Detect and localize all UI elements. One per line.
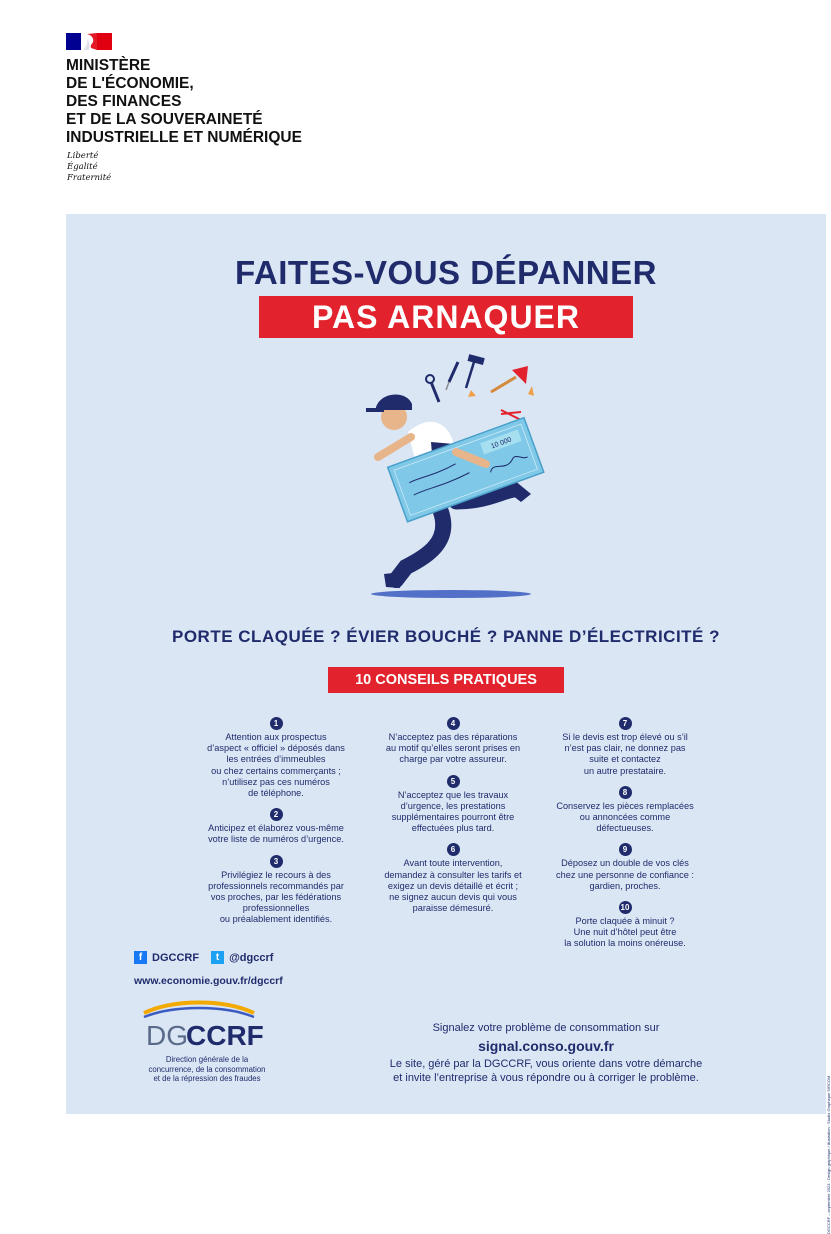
tip-item xyxy=(540,786,710,835)
tips-column-1 xyxy=(191,717,361,935)
tip-text: Si le devis est trop élevé ou s’il n’est pas clair, ne donnez pas suite et contactez un autre prestataire. xyxy=(562,732,688,776)
tip-item xyxy=(540,717,710,777)
report-site-link[interactable]: signal.conso.gouv.fr xyxy=(478,1038,614,1054)
poster-panel xyxy=(66,214,831,1234)
tip-item xyxy=(191,808,361,845)
ministry-line: INDUSTRIELLE ET NUMÉRIQUE xyxy=(66,129,302,146)
report-description: Le site, géré par la DGCCRF, vous oriente dans votre démarche et invite l’entreprise à vous répondre ou à corriger le problème. xyxy=(389,1058,703,1084)
cheque-amount: 10 000 xyxy=(490,436,513,451)
flag-blue xyxy=(66,33,81,50)
republic-flag-logo xyxy=(66,33,112,50)
poster-title: FAITES-VOUS DÉPANNER xyxy=(235,254,657,291)
tip-text: Conservez les pièces remplacées ou annoncées comme défectueuses. xyxy=(556,800,694,834)
question-heading: PORTE CLAQUÉE ? ÉVIER BOUCHÉ ? PANNE D’ÉLECTRICITÉ ? xyxy=(172,627,720,646)
motto-line: Liberté xyxy=(67,151,99,161)
report-intro: Signalez votre problème de consommation sur xyxy=(432,1022,660,1034)
tips-column-2 xyxy=(368,717,538,923)
tip-number: 9 xyxy=(619,843,632,856)
tip-item xyxy=(368,717,538,766)
wrench-icon xyxy=(426,375,439,402)
tips-heading-banner: 10 CONSEILS PRATIQUES xyxy=(328,667,564,693)
tip-number: 4 xyxy=(447,717,460,730)
flag-red xyxy=(97,33,112,50)
tip-number: 7 xyxy=(619,717,632,730)
tip-text: Déposez un double de vos clés chez une personne de confiance : gardien, proches. xyxy=(556,858,694,891)
flag-white xyxy=(81,33,97,50)
tip-text: N’acceptez pas des réparations au motif qu’elles seront prises en charge par votre assureur. xyxy=(385,732,521,765)
logo-ccrf-text: CCRF xyxy=(186,1020,264,1051)
pliers-icon xyxy=(501,410,521,420)
tip-item xyxy=(191,855,361,926)
twitter-handle[interactable]: @dgccrf xyxy=(229,951,274,964)
tip-number: 1 xyxy=(270,717,283,730)
tip-item xyxy=(368,775,538,835)
tip-number: 5 xyxy=(447,775,460,788)
ministry-line: DES FINANCES xyxy=(66,93,182,110)
republic-motto xyxy=(67,151,111,184)
logo-dg-text: DG xyxy=(146,1020,188,1051)
tip-text: Anticipez et élaborez vous-même votre liste de numéros d’urgence. xyxy=(208,823,344,845)
ministry-line: DE L'ÉCONOMIE, xyxy=(66,75,194,92)
facebook-handle[interactable]: DGCCRF xyxy=(152,951,200,964)
website-link[interactable]: www.economie.gouv.fr/dgccrf xyxy=(134,975,283,987)
ministry-line: ET DE LA SOUVERAINETÉ xyxy=(66,111,263,128)
tip-text: Avant toute intervention, demandez à consulter les tarifs et exigez un devis détaillé et écrit ; ne signez aucun devis qui vous paraisse démesuré. xyxy=(384,858,522,914)
tips-column-3 xyxy=(540,717,710,959)
twitter-icon[interactable]: t xyxy=(211,951,224,964)
tip-text: Porte claquée à minuit ? Une nuit d’hôtel peut être la solution la moins onéreuse. xyxy=(564,916,686,949)
tip-number: 2 xyxy=(270,808,283,821)
design-credit: DGCCRF – septembre 2023 · Design graphique / illustration : Studio Graphique SIRCOM xyxy=(826,1075,831,1234)
tip-item xyxy=(191,717,361,799)
dgccrf-logo xyxy=(134,997,274,1057)
ministry-line: MINISTÈRE xyxy=(66,57,151,74)
tip-text: Privilégiez le recours à des professionnels recommandés par vos proches, par les fédérations professionnelles ou préalablement identifiés. xyxy=(208,869,344,925)
facebook-icon[interactable]: f xyxy=(134,951,147,964)
tip-item xyxy=(540,843,710,892)
running-repairman-illustration xyxy=(336,352,566,602)
tip-number: 8 xyxy=(619,786,632,799)
tip-text: N’acceptez que les travaux d’urgence, les prestations supplémentaires pourront être effectuées plus tard. xyxy=(391,789,515,834)
logo-caption: Direction générale de la concurrence, de la consommation et de la répression des fraudes xyxy=(148,1055,266,1083)
motto-line: Fraternité xyxy=(67,173,112,183)
marianne-profile-icon xyxy=(81,33,97,50)
hammer-icon xyxy=(466,354,485,388)
tip-text: Attention aux prospectus d’aspect « officiel » déposés dans les entrées d’immeubles ou chez certains commerçants ; n’utilisez pas ces numéros de téléphone. xyxy=(207,732,345,799)
report-section xyxy=(356,1021,736,1085)
tip-number: 10 xyxy=(619,901,632,914)
tip-item xyxy=(368,843,538,914)
tip-number: 3 xyxy=(270,855,283,868)
plunger-icon xyxy=(491,366,528,392)
tip-number: 6 xyxy=(447,843,460,856)
screwdriver-icon xyxy=(446,362,458,390)
social-links xyxy=(134,951,273,964)
poster-subtitle-banner: PAS ARNAQUER xyxy=(259,296,633,338)
ministry-name xyxy=(66,57,302,147)
motto-line: Égalité xyxy=(67,162,98,172)
tip-item xyxy=(540,901,710,950)
